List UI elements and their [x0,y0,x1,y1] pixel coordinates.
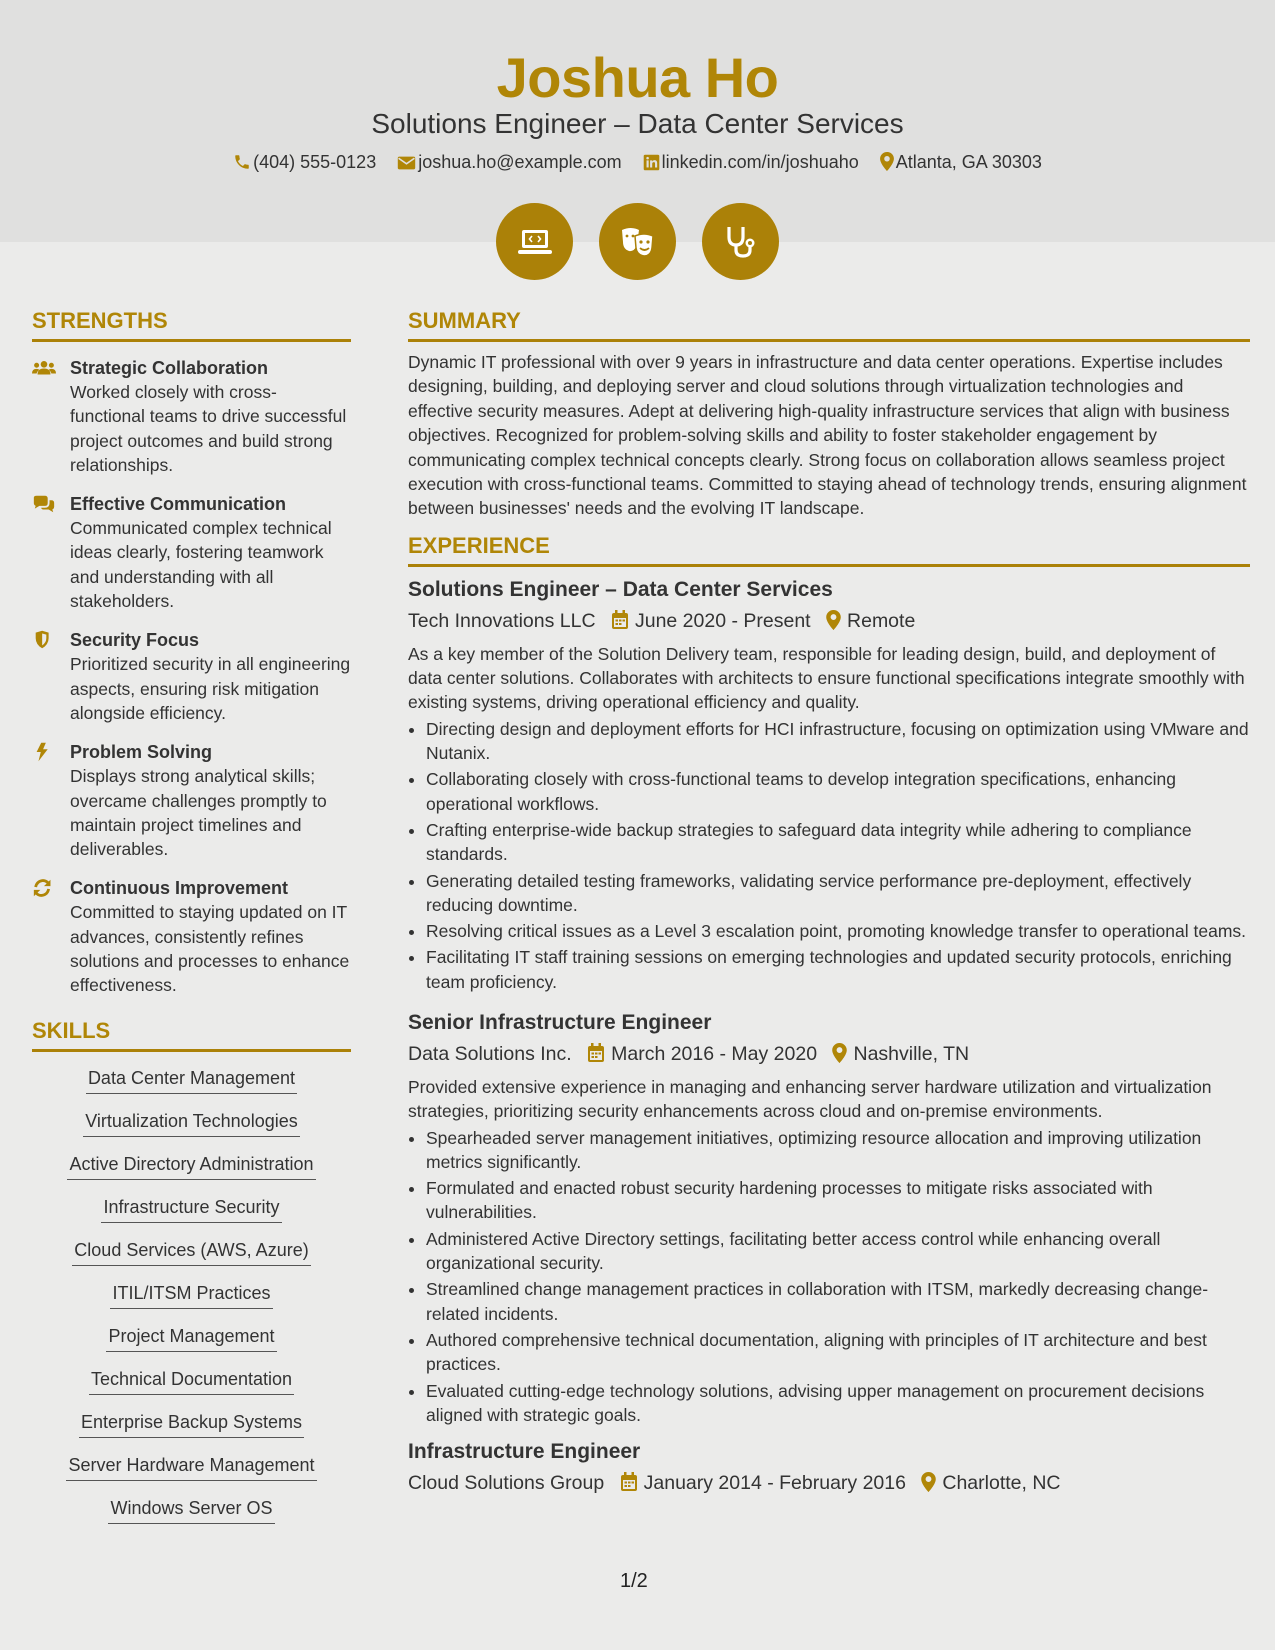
skill-item: Project Management [106,1322,276,1352]
job-bullet: • Spearheaded server management initiatives, optimizing resource allocation and improving utilization metrics significantly. [426,1126,1250,1175]
strength-item [32,492,351,613]
contact-linkedin-text: linkedin.com/in/joshuaho [661,152,859,172]
theater-masks-icon [618,222,658,262]
job-dates-text: June 2020 - Present [634,609,811,632]
laptop-code-icon [515,222,555,262]
skill-item: Server Hardware Management [66,1451,316,1481]
job-bullet: • Authored comprehensive technical documentation, aligning with principles of IT architecture and best practices. [426,1328,1250,1377]
strength-desc: Displays strong analytical skills; overcame challenges promptly to maintain project timelines and deliverables. [70,766,327,860]
location-pin-icon [826,610,841,630]
strength-item [32,740,351,861]
skills-heading: SKILLS [32,1018,351,1052]
job-dates [611,605,811,637]
job-location-text: Nashville, TN [853,1043,970,1065]
job-bullets [408,1126,1250,1428]
job-bullet: • Administered Active Directory settings, facilitating better access control while enhancing overall organizational security. [426,1227,1250,1276]
users-icon [32,358,56,378]
right-column [408,308,1250,1499]
job-location-text: Remote [847,609,916,632]
strength-item [32,356,351,477]
skill-item: Data Center Management [86,1064,297,1094]
envelope-icon [397,155,416,171]
job-meta [408,1038,1250,1070]
job-title: Solutions Engineer – Data Center Services [408,577,833,601]
page-number: 1/2 [620,1570,648,1592]
job-entry [408,1008,1250,1427]
contact-email[interactable] [397,152,621,173]
badge-stethoscope [702,203,779,280]
skills-list [32,1064,351,1537]
strength-title: Effective Communication [70,494,287,515]
strengths-heading: STRENGTHS [32,308,351,342]
calendar-icon [587,1043,605,1063]
job-bullet: • Generating detailed testing frameworks, validating service performance pre-deployment, effectively reducing downtime. [426,869,1250,918]
job-entry [408,1437,1250,1499]
contact-email-text: joshua.ho@example.com [418,152,622,172]
sync-icon [32,878,56,898]
phone-icon [233,153,251,171]
shield-icon [32,630,56,650]
hobby-badges [0,203,1275,285]
strength-title: Security Focus [70,630,200,651]
job-meta [408,1467,1250,1499]
job-bullet: • Facilitating IT staff training sessions on emerging technologies and updated security protocols, enriching team proficiency. [426,945,1250,994]
skill-item: Infrastructure Security [101,1193,281,1223]
job-bullet: • Formulated and enacted robust security hardening processes to mitigate risks associated with vulnerabilities. [426,1176,1250,1225]
job-title: Senior Infrastructure Engineer [408,1011,712,1034]
stethoscope-icon [721,222,761,262]
candidate-name: Joshua Ho [496,46,779,109]
strength-item [32,876,351,997]
experience-heading: EXPERIENCE [408,533,1250,567]
job-description: Provided extensive experience in managing and enhancing server hardware utilization and virtualization strategies, prioritizing security enhancements across cloud and on-premise environments. [408,1077,1212,1122]
left-column [32,308,351,1537]
strength-item [32,628,351,725]
contact-location [880,152,1042,173]
contact-line [0,152,1275,173]
job-company: Cloud Solutions Group [408,1472,605,1495]
job-meta [408,605,1250,637]
job-title: Infrastructure Engineer [408,1440,641,1464]
contact-location-text: Atlanta, GA 30303 [895,152,1042,172]
skill-item: Windows Server OS [108,1494,274,1524]
strength-title: Problem Solving [70,742,213,763]
job-location [921,1467,1060,1499]
job-bullet: • Collaborating closely with cross-functional teams to develop integration specifications, enhancing operational workflows. [426,767,1250,816]
strength-desc: Worked closely with cross-functional teams to drive successful project outcomes and build strong relationships. [70,382,347,475]
strength-title: Strategic Collaboration [70,358,269,378]
skill-item: Active Directory Administration [67,1150,315,1180]
job-dates-text: January 2014 - February 2016 [643,1472,906,1495]
location-pin-icon [880,152,894,171]
summary-heading: SUMMARY [408,308,1250,342]
job-entry [408,575,1250,994]
strength-desc: Prioritized security in all engineering aspects, ensuring risk mitigation alongside efficiency. [70,654,351,723]
strengths-list [32,356,351,998]
job-description: As a key member of the Solution Delivery team, responsible for leading design, build, and deployment of data center solutions. Collaborates with architects to ensure functional specifications integrate smoothly with existing systems, driving operational efficiency and quality. [408,643,1245,713]
job-dates [587,1038,817,1070]
job-location [826,605,915,637]
skill-item: Technical Documentation [89,1365,294,1395]
calendar-icon [620,1472,638,1492]
strength-desc: Communicated complex technical ideas clearly, fostering teamwork and understanding with all stakeholders. [70,518,332,612]
contact-linkedin[interactable] [643,152,859,173]
job-location-text: Charlotte, NC [942,1472,1061,1495]
contact-phone-text: (404) 555-0123 [253,152,377,172]
location-pin-icon [832,1043,847,1063]
skill-item: ITIL/ITSM Practices [110,1279,272,1309]
job-bullets [408,717,1250,994]
badge-laptop [496,203,573,280]
job-bullet: • Crafting enterprise-wide backup strategies to safeguard data integrity while adhering to compliance standards. [426,818,1250,867]
contact-phone[interactable] [233,152,376,173]
job-dates-text: March 2016 - May 2020 [611,1043,818,1065]
summary-text: Dynamic IT professional with over 9 years in infrastructure and data center operations. Expertise includes designing, building, and deploying server and cloud solutions through virtualization technologies and effective security measures. Adept at delivering high-quality infrastructure services that align with business objectives. Recognized for problem-solving skills and ability to foster stakeholder engagement by communicating complex technical concepts clearly. Strong focus on collaboration allows seamless project execution with cross-functional teams. Committed to staying ahead of technology trends, ensuring alignment between businesses' needs and the evolving IT landscape. [408,352,1247,519]
linkedin-icon [643,154,660,171]
job-company: Data Solutions Inc. [408,1043,572,1065]
job-company: Tech Innovations LLC [408,609,596,632]
location-pin-icon [921,1472,936,1492]
job-bullet: • Streamlined change management practices in collaboration with ITSM, markedly decreasing change-related incidents. [426,1277,1250,1326]
badge-masks [599,203,676,280]
bolt-icon [32,742,56,762]
candidate-title: Solutions Engineer – Data Center Services [371,108,904,139]
calendar-icon [611,610,629,630]
skill-item: Cloud Services (AWS, Azure) [72,1236,310,1266]
strength-title: Continuous Improvement [70,878,289,899]
job-bullet: • Resolving critical issues as a Level 3 escalation point, promoting knowledge transfer to operational teams. [426,919,1250,943]
job-bullet: • Evaluated cutting-edge technology solutions, advising upper management on procurement decisions aligned with strategic goals. [426,1379,1250,1428]
strength-desc: Committed to staying updated on IT advances, consistently refines solutions and processes to enhance effectiveness. [70,902,350,996]
comments-icon [32,494,56,514]
skill-item: Enterprise Backup Systems [79,1408,304,1438]
job-dates [620,1467,906,1499]
job-location [832,1038,969,1070]
job-bullet: • Directing design and deployment efforts for HCI infrastructure, focusing on optimization using VMware and Nutanix. [426,717,1250,766]
skill-item: Virtualization Technologies [83,1107,299,1137]
